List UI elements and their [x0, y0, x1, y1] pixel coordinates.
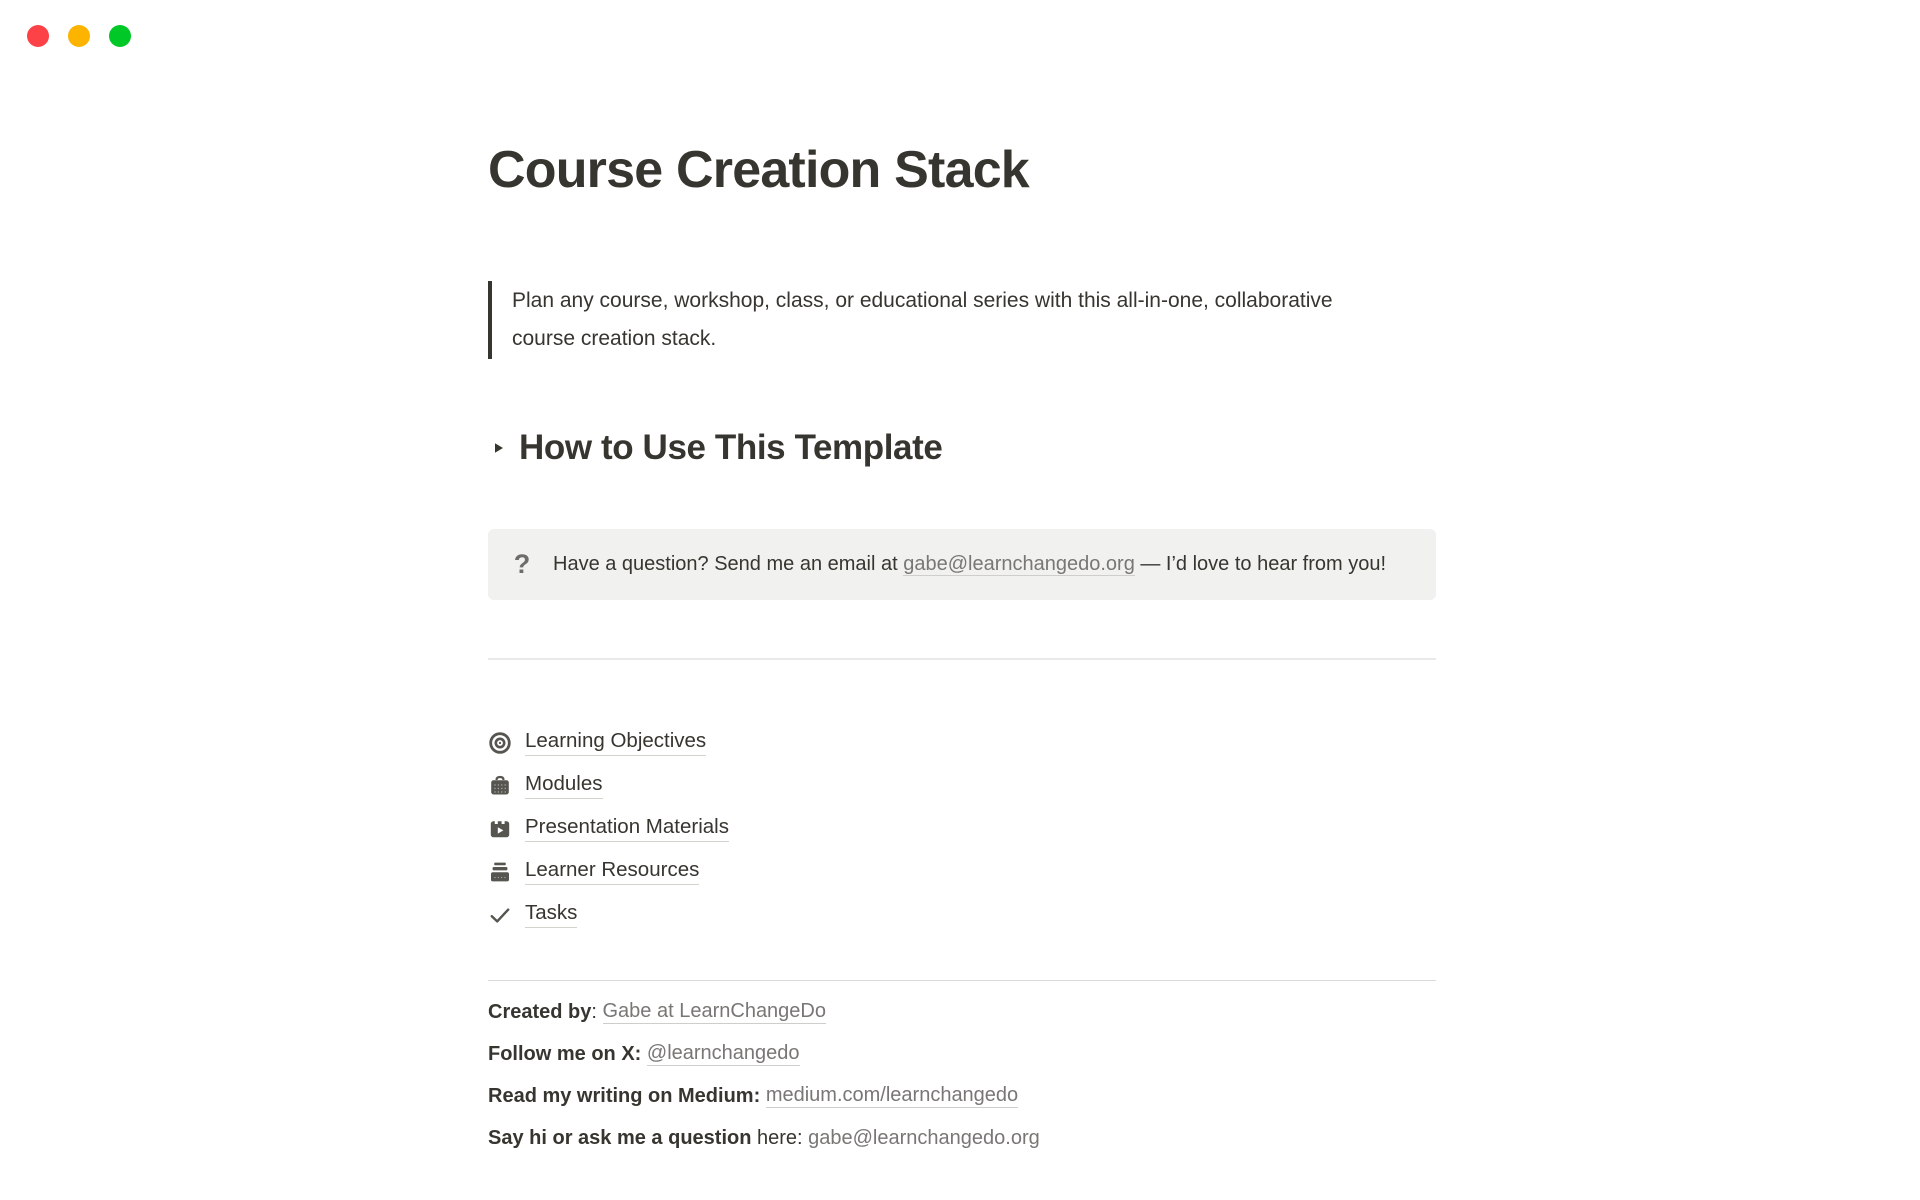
toggle-heading[interactable] — [488, 425, 1436, 471]
footer-label: Read my writing on Medium: — [488, 1084, 761, 1107]
question-mark-icon: ? — [513, 549, 531, 579]
page-link-label: Learning Objectives — [525, 729, 706, 757]
page-content — [488, 0, 1436, 1159]
target-icon — [488, 731, 512, 755]
quote-text: Plan any course, workshop, class, or educational series with this all-in-one, collaborative course creation stack. — [512, 289, 1333, 350]
email-text[interactable]: gabe@learnchangedo.org — [808, 1126, 1040, 1149]
close-button[interactable] — [27, 25, 49, 47]
email-link[interactable]: gabe@learnchangedo.org — [903, 553, 1135, 575]
page-link-learning-objectives[interactable] — [488, 721, 706, 764]
medium-link[interactable]: medium.com/learnchangedo — [765, 1084, 1019, 1106]
page-link-label: Tasks — [525, 901, 577, 929]
footer-row-created-by — [488, 991, 1436, 1033]
page-link-label: Modules — [525, 772, 603, 800]
maximize-button[interactable] — [109, 25, 131, 47]
creator-link[interactable]: Gabe at LearnChangeDo — [602, 1000, 826, 1022]
quote-block[interactable] — [488, 281, 1368, 359]
divider — [488, 658, 1436, 660]
page-link-presentation-materials[interactable] — [488, 807, 729, 850]
footer-links — [488, 991, 1436, 1159]
footer-separator: here: — [751, 1126, 809, 1149]
x-profile-link[interactable]: @learnchangedo — [646, 1042, 800, 1064]
footer-row-follow-x — [488, 1033, 1436, 1075]
page-link-label: Presentation Materials — [525, 815, 729, 843]
callout-text-before: Have a question? Send me an email at — [553, 553, 904, 575]
briefcase-icon — [488, 774, 512, 798]
page-link-modules[interactable] — [488, 764, 603, 807]
video-icon — [488, 817, 512, 841]
toggle-heading-text: How to Use This Template — [519, 428, 943, 467]
page-link-label: Learner Resources — [525, 858, 699, 886]
footer-label: Say hi or ask me a question — [488, 1126, 752, 1149]
callout-text — [553, 548, 1386, 581]
toggle-arrow-icon[interactable] — [488, 441, 508, 455]
footer-row-say-hi — [488, 1117, 1436, 1159]
footer-row-medium — [488, 1075, 1436, 1117]
footer-label: Follow me on X: — [488, 1042, 642, 1065]
footer-label: Created by — [488, 1000, 592, 1023]
page-links-list — [488, 721, 1436, 936]
minimize-button[interactable] — [68, 25, 90, 47]
divider — [488, 980, 1436, 981]
footer-separator: : — [591, 1000, 603, 1023]
callout-block — [488, 529, 1436, 600]
archive-icon — [488, 860, 512, 884]
callout-text-after: — I’d love to hear from you! — [1134, 553, 1387, 575]
check-icon — [488, 903, 512, 927]
page-title[interactable]: Course Creation Stack — [488, 141, 1029, 199]
page-link-learner-resources[interactable] — [488, 850, 699, 893]
page-link-tasks[interactable] — [488, 893, 577, 936]
window-controls — [27, 25, 131, 47]
